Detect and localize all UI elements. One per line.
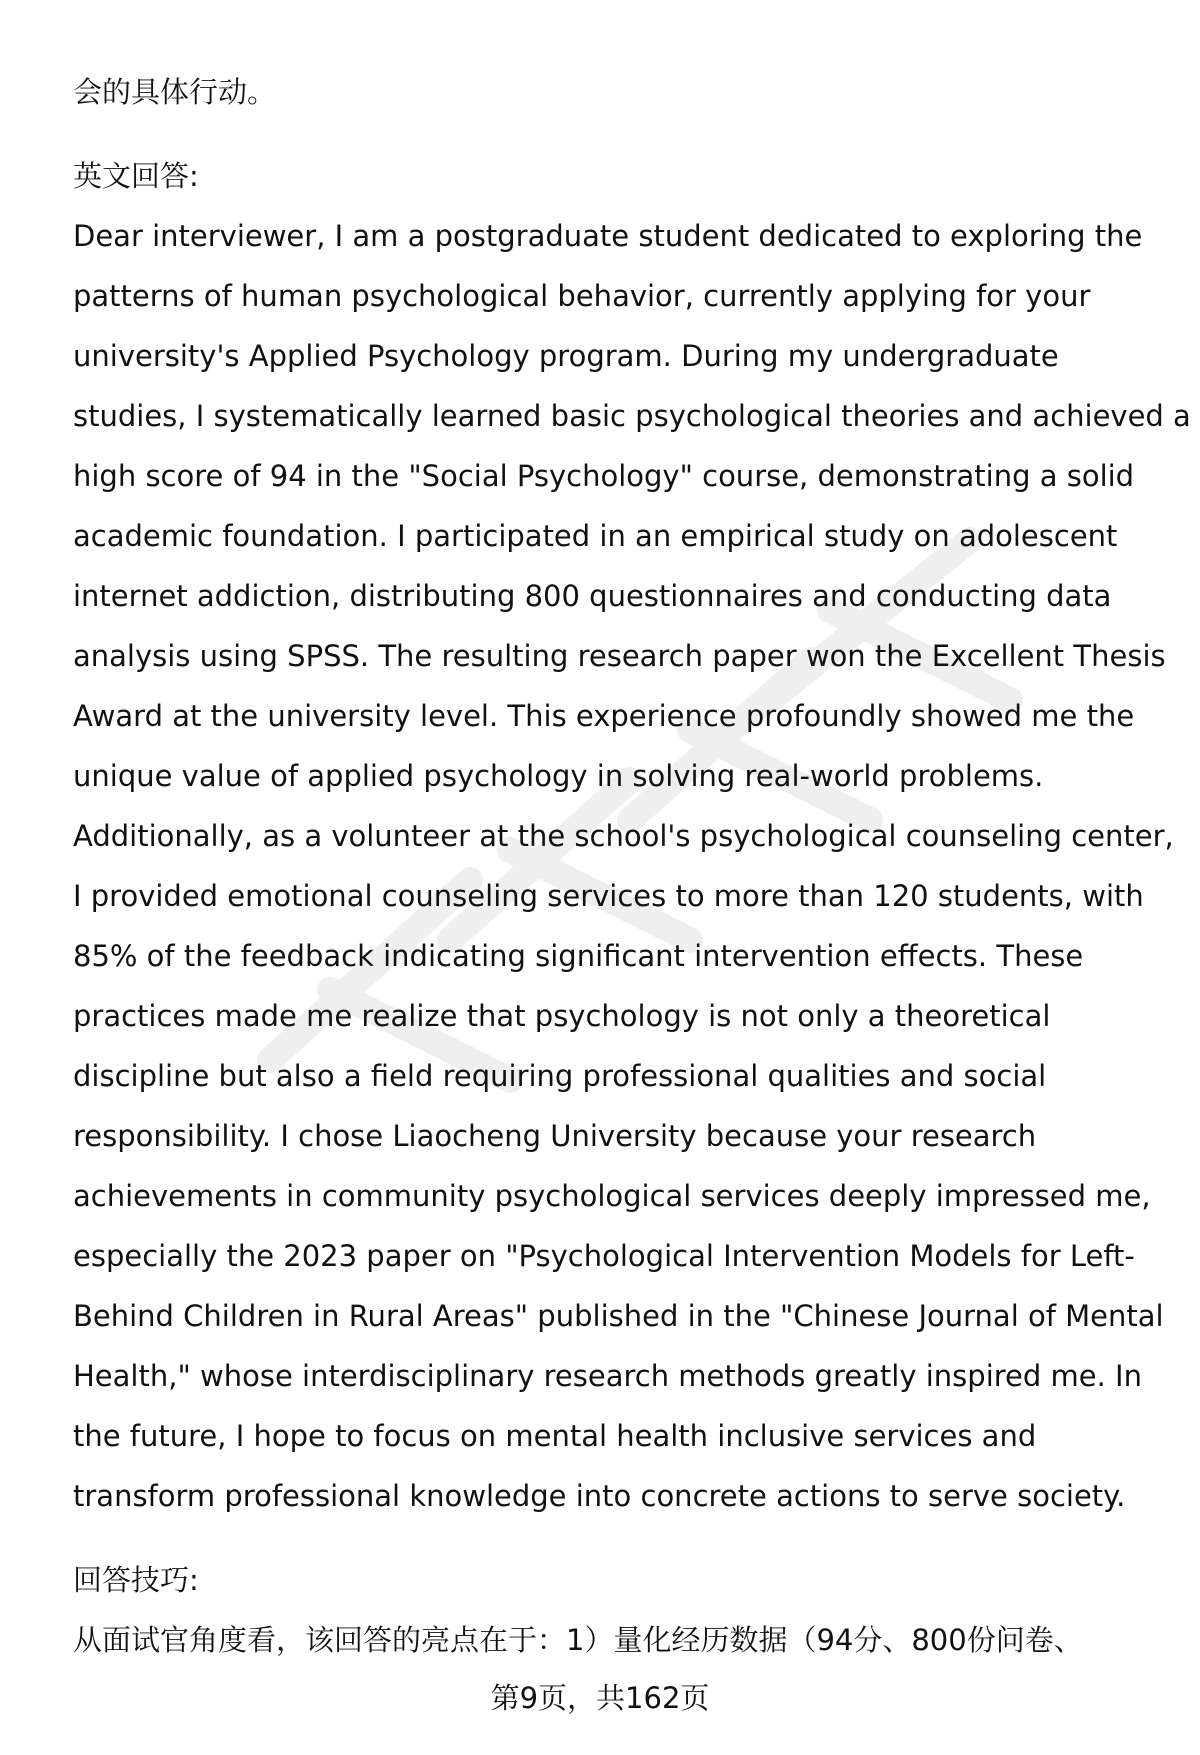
english-answer-line: studies, I systematically learned basic psychological theories and achieved a [73, 399, 1191, 433]
english-answer-line: academic foundation. I participated in an empirical study on adolescent [73, 519, 1118, 553]
english-answer-line: I provided emotional counseling services to more than 120 students, with [73, 879, 1144, 913]
page-number-footer: 第9页，共162页 [490, 1681, 710, 1715]
english-answer-line: patterns of human psychological behavior, currently applying for your [73, 279, 1091, 313]
english-answer-line: transform professional knowledge into concrete actions to serve society. [73, 1479, 1126, 1513]
english-answer-line: achievements in community psychological services deeply impressed me, [73, 1179, 1151, 1213]
english-answer-line: university's Applied Psychology program. During my undergraduate [73, 339, 1059, 373]
english-answer-line: analysis using SPSS. The resulting research paper won the Excellent Thesis [73, 639, 1166, 673]
english-answer-body [73, 206, 1191, 1526]
english-answer-line: internet addiction, distributing 800 questionnaires and conducting data [73, 579, 1112, 613]
english-answer-line: Additionally, as a volunteer at the school's psychological counseling center, [73, 819, 1174, 853]
english-answer-line: 85% of the feedback indicating significant intervention effects. These [73, 939, 1084, 973]
english-answer-line: practices made me realize that psychology is not only a theoretical [73, 999, 1051, 1033]
english-answer-line: the future, I hope to focus on mental health inclusive services and [73, 1419, 1037, 1453]
answer-tips-first-line: 从面试官角度看，该回答的亮点在于：1）量化经历数据（94分、800份问卷、 [73, 1623, 1083, 1657]
spacer [73, 1526, 1153, 1550]
english-answer-line: high score of 94 in the "Social Psychology" course, demonstrating a solid [73, 459, 1135, 493]
english-answer-label: 英文回答: [73, 159, 199, 193]
english-answer-line: Behind Children in Rural Areas" published in the "Chinese Journal of Mental [73, 1299, 1164, 1333]
spacer [73, 122, 1153, 146]
page-content [73, 62, 1191, 1670]
english-answer-line: especially the 2023 paper on "Psychological Intervention Models for Left- [73, 1239, 1135, 1273]
english-answer-line: unique value of applied psychology in solving real-world problems. [73, 759, 1044, 793]
answer-tips-label: 回答技巧: [73, 1563, 199, 1597]
english-answer-line: Award at the university level. This experience profoundly showed me the [73, 699, 1135, 733]
english-answer-line: discipline but also a field requiring professional qualities and social [73, 1059, 1047, 1093]
english-answer-line: Health," whose interdisciplinary research methods greatly inspired me. In [73, 1359, 1142, 1393]
english-answer-line: responsibility. I chose Liaocheng University because your research [73, 1119, 1037, 1153]
intro-tail-text: 会的具体行动。 [73, 75, 277, 109]
english-answer-line: Dear interviewer, I am a postgraduate student dedicated to exploring the [73, 219, 1143, 253]
